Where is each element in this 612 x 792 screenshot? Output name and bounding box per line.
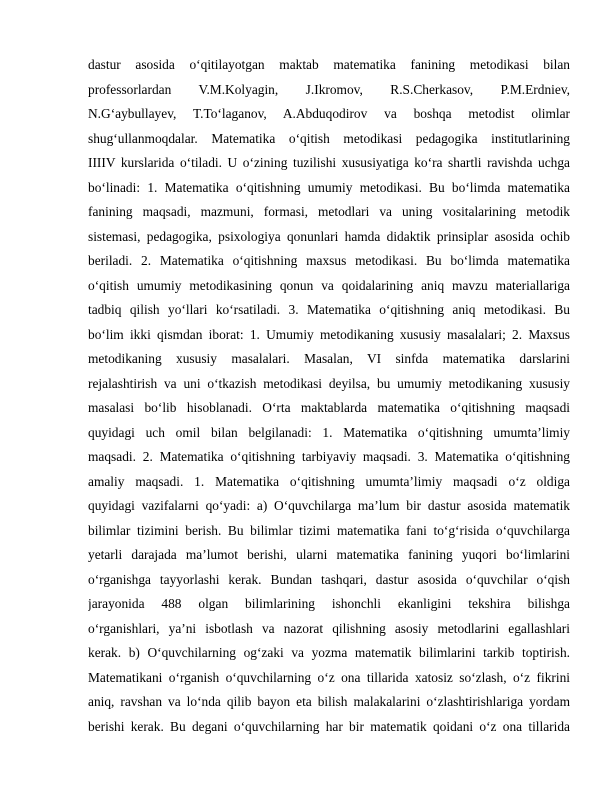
text-line: quyidagi vazifalarni qo‘yadi: a) O‘quvchilarga ma’lum bir dastur asosida matematik: [88, 498, 570, 513]
text-line: o‘qitish umumiy metodikasining qonun va qoidalarining aniq mavzu materiallariga: [88, 277, 570, 293]
text-line: metodikaning xususiy masalalari. Masalan, VI sinfda matematika darslarini: [88, 351, 570, 366]
text-line: maqsadi. 2. Matematika o‘qitishning tarbiyaviy maqsadi. 3. Matematika o‘qitishning: [88, 449, 570, 464]
text-line: o‘rganishlari, ya’ni isbotlash va nazorat qilishning asosiy metodlarini egallashlari: [88, 620, 570, 636]
text-line: jarayonida 488 olgan bilimlarining ishonchli ekanligini tekshira bilishga: [88, 596, 570, 611]
text-line: masalasi bo‘lib hisoblanadi. O‘rta maktablarda matematika o‘qitishning maqsadi: [88, 400, 570, 415]
text-line: bo‘linadi: 1. Matematika o‘qitishning umumiy metodikasi. Bu bo‘limda matematika: [88, 179, 570, 195]
text-line: N.G‘aybullayev, T.To‘laganov, A.Abduqodirov va boshqa metodist olimlar: [88, 106, 570, 121]
body-text: [88, 53, 570, 739]
text-line: shug‘ullanmoqdalar. Matematika o‘qitish metodikasi pedagogika institutlarining: [88, 130, 570, 146]
text-line: berishi kerak. Bu degani o‘quvchilarning har bir matematik qoidani o‘z ona tillarida: [88, 718, 570, 734]
text-line: IIIIV kurslarida o‘tiladi. U o‘zining tuzilishi xususiyatiga ko‘ra shartli ravishda uchga: [88, 155, 570, 170]
text-line: rejalashtirish va uni o‘tkazish metodikasi deyilsa, bu umumiy metodikaning xususiy: [88, 375, 570, 391]
text-line: quyidagi uch omil bilan belgilanadi: 1. Matematika o‘qitishning umumta’limiy: [88, 424, 570, 440]
text-line: bo‘lim ikki qismdan iborat: 1. Umumiy metodikaning xususiy masalalari; 2. Maxsus: [88, 326, 570, 342]
text-line: Matematikani o‘rganish o‘quvchilarning o‘z ona tillarida xatosiz so‘zlash, o‘z fikrini: [88, 669, 570, 685]
text-line: tadbiq qilish yo‘llari ko‘rsatiladi. 3. Matematika o‘qitishning aniq metodikasi. Bu: [88, 302, 570, 317]
text-line: bilimlar tizimini berish. Bu bilimlar tizimi matematika fani to‘g‘risida o‘quvchilarga: [88, 522, 570, 538]
text-line: aniq, ravshan va lo‘nda qilib bayon eta bilish malakalarini o‘zlashtirishlariga yordam: [88, 694, 570, 709]
text-line: amaliy maqsadi. 1. Matematika o‘qitishning umumta’limiy maqsadi o‘z oldiga: [88, 473, 570, 489]
text-line: o‘rganishga tayyorlashi kerak. Bundan tashqari, dastur asosida o‘quvchilar o‘qish: [88, 571, 570, 587]
text-line: dastur asosida o‘qitilayotgan maktab matematika fanining metodikasi bilan: [88, 57, 570, 72]
text-line: fanining maqsadi, mazmuni, formasi, metodlari va uning vositalarining metodik: [88, 204, 570, 219]
text-line: professorlardan V.M.Kolyagin, J.Ikromov, R.S.Cherkasov, P.M.Erdniev,: [88, 81, 570, 97]
text-line: sistemasi, pedagogika, psixologiya qonunlari hamda didaktik prinsiplar asosida ochib: [88, 228, 570, 244]
text-line: beriladi. 2. Matematika o‘qitishning maxsus metodikasi. Bu bo‘limda matematika: [88, 253, 570, 268]
text-line: yetarli darajada ma’lumot berishi, ularni matematika fanining yuqori bo‘limlarini: [88, 547, 570, 562]
text-line: kerak. b) O‘quvchilarning og‘zaki va yozma matematik bilimlarini tarkib toptirish.: [88, 645, 570, 660]
